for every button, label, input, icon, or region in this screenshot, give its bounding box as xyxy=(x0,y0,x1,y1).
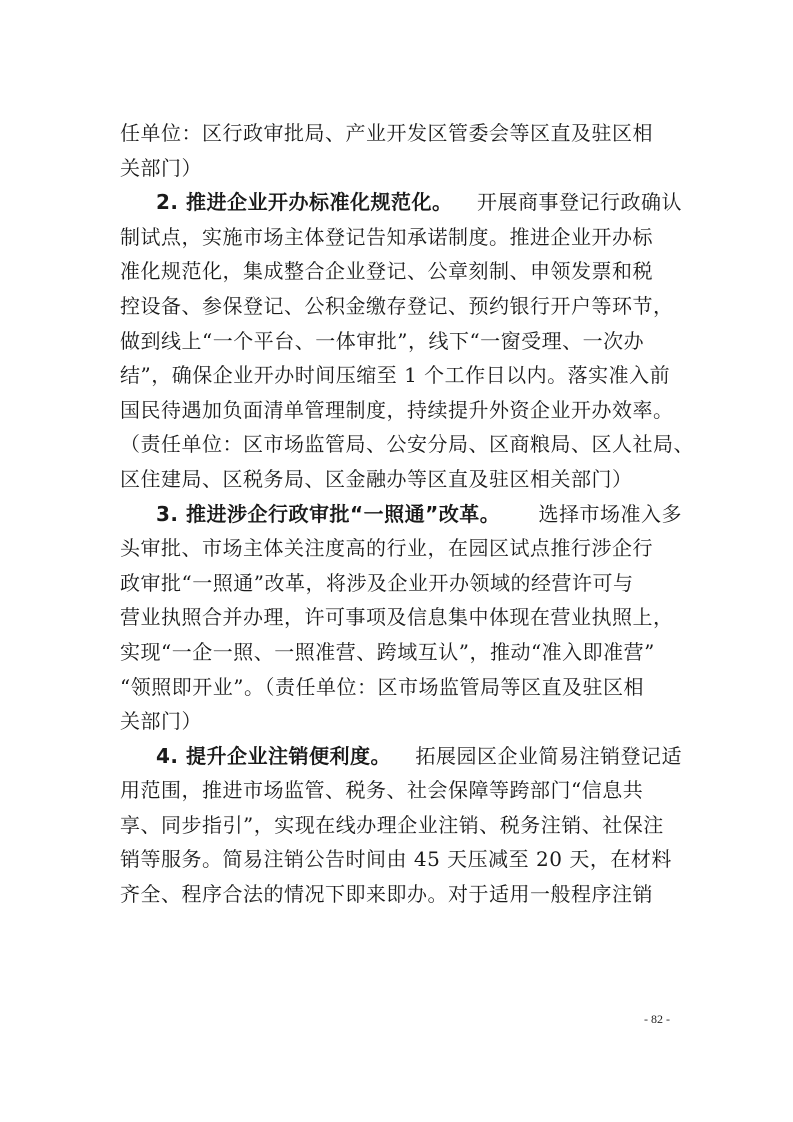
body-line: 享、同步指引”，实现在线办理企业注销、税务注销、社保注 xyxy=(120,812,664,837)
body-line: 做到线上“一个平台、一体审批”，线下“一窗受理、一次办 xyxy=(120,328,645,353)
body-line: “领照即开业”。（责任单位：区市场监管局等区直及驻区相 xyxy=(120,674,644,699)
body-line: 制试点，实施市场主体登记告知承诺制度。推进企业开办标 xyxy=(120,224,653,249)
body-text: 开展商事登记行政确认 xyxy=(477,190,682,215)
section-heading: 3. 推进涉企行政审批“一照通”改革。 xyxy=(156,501,501,526)
body-line: 营业执照合并办理，许可事项及信息集中体现在营业执照上， xyxy=(120,605,674,630)
section-heading: 4. 提升企业注销便利度。 xyxy=(156,743,391,768)
body-line: 任单位：区行政审批局、产业开发区管委会等区直及驻区相 xyxy=(120,121,653,145)
body-text: 拓展园区企业简易注销登记适 xyxy=(415,743,682,768)
body-line: 区住建局、区税务局、区金融办等区直及驻区相关部门） xyxy=(120,466,633,491)
section-heading: 2. 推进企业开办标准化规范化。 xyxy=(156,190,453,215)
body-line: 销等服务。简易注销公告时间由 45 天压减至 20 天，在材料 xyxy=(120,847,672,872)
body-line: 政审批“一照通”改革，将涉及企业开办领域的经营许可与 xyxy=(120,570,634,595)
body-line: 关部门） xyxy=(120,155,202,180)
body-line: 国民待遇加负面清单管理制度，持续提升外资企业开办效率。 xyxy=(120,397,674,422)
section-heading-line xyxy=(120,739,682,774)
section-heading-line xyxy=(120,185,682,220)
body-line: 用范围，推进市场监管、税务、社会保障等跨部门“信息共 xyxy=(120,778,644,803)
body-line: 头审批、市场主体关注度高的行业，在园区试点推行涉企行 xyxy=(120,536,653,561)
body-text: 选择市场准入多 xyxy=(538,501,682,526)
document-body xyxy=(120,116,694,912)
body-line: 实现“一企一照、一照准营、跨域互认”，推动“准入即准营” xyxy=(120,639,655,664)
page-number: - 82 - xyxy=(644,1012,670,1026)
body-line: 控设备、参保登记、公积金缴存登记、预约银行开户等环节， xyxy=(120,293,674,318)
section-heading-line xyxy=(120,497,682,532)
body-line: 准化规范化，集成整合企业登记、公章刻制、申领发票和税 xyxy=(120,259,653,284)
body-line: 关部门） xyxy=(120,709,202,734)
body-line: （责任单位：区市场监管局、公安分局、区商粮局、区人社局、 xyxy=(120,432,694,457)
body-line: 齐全、程序合法的情况下即来即办。对于适用一般程序注销 xyxy=(120,882,653,907)
body-line: 结”，确保企业开办时间压缩至 1 个工作日以内。落实准入前 xyxy=(120,363,671,388)
